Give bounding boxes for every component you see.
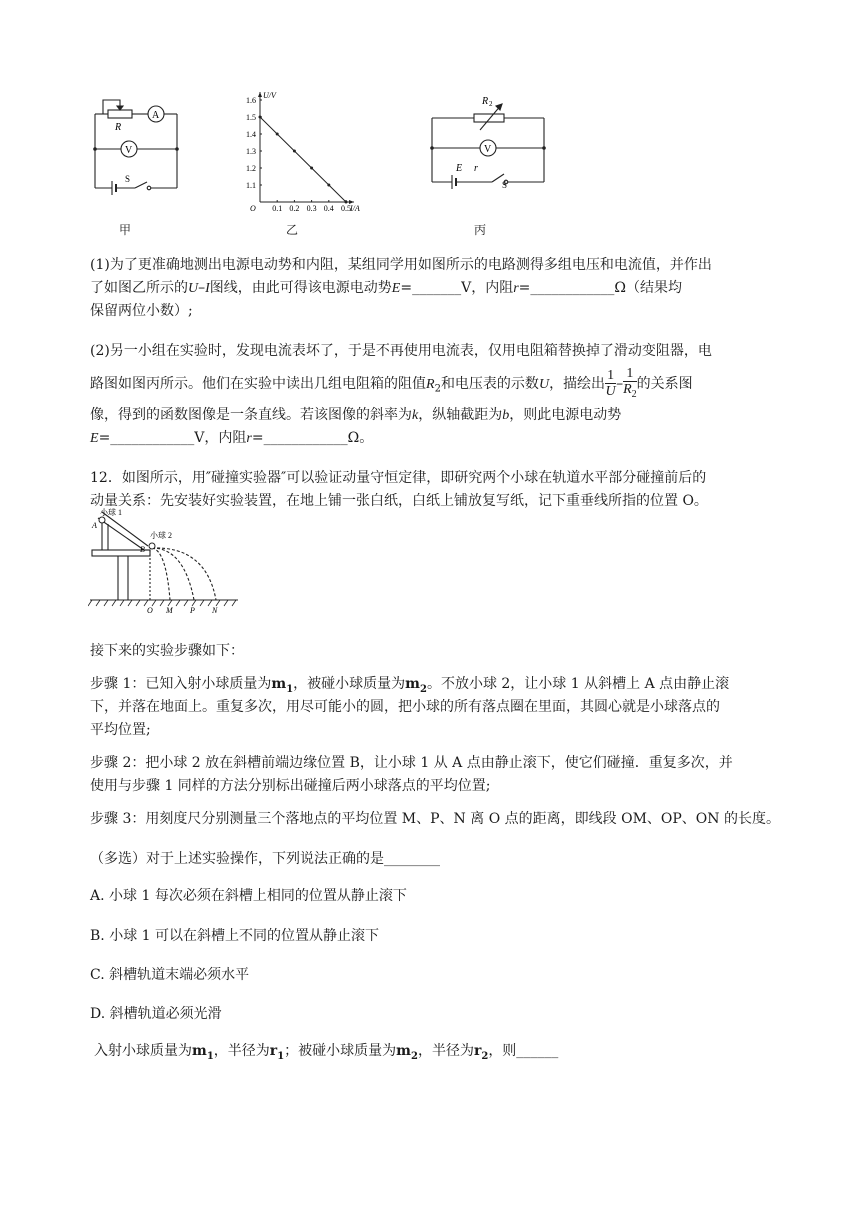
switch-label: S: [125, 174, 131, 184]
x-tick-label-2: 0.3: [306, 204, 317, 213]
q12-line2: 动量关系：先安装好实验装置，在地上铺一张白纸，白纸上铺放复写纸，记下重垂线所指的位置 O。: [90, 493, 708, 509]
label-r: r: [474, 163, 478, 174]
circuit-jia: [85, 88, 195, 203]
label-R: R: [115, 122, 122, 133]
data-point-3: [310, 167, 313, 170]
y-tick-label-4: 1.5: [246, 113, 256, 122]
label-E: E: [456, 163, 463, 174]
switch-label: S: [502, 180, 508, 190]
ammeter-label: A: [152, 110, 160, 121]
q2-line1: (2)另一小组在实验时，发现电流表坏了，于是不再使用电流表，仅用电阻箱替换掉了滑动变阻器，电: [90, 343, 712, 359]
y-axis-arrow: [258, 92, 262, 97]
q2-line4: E=____________V，内阻r=____________Ω。: [90, 430, 374, 446]
q1-line3: 保留两位小数）;: [90, 303, 193, 319]
ball2-label: 小球 2: [150, 531, 172, 540]
x-axis-label: I/A: [350, 204, 360, 213]
step2-line1: 步骤 2：把小球 2 放在斜槽前端边缘位置 B，让小球 1 从 A 点由静止滚下，使它们碰撞．重复多次，并: [90, 755, 733, 771]
q2-line3: 像，得到的函数图像是一条直线。若该图像的斜率为k，纵轴截距为b，则此电源电动势: [90, 407, 622, 423]
data-point-4: [327, 184, 330, 187]
point-B-label: B: [140, 545, 145, 554]
option-A: A. 小球 1 每次必须在斜槽上相同的位置从静止滚下: [90, 888, 407, 904]
point-M-label: M: [166, 606, 173, 615]
step1-line2: 下，并落在地面上。重复多次，用尽可能小的圆，把小球的所有落点圈在里面，其圆心就是小球落点的: [90, 699, 720, 715]
voltmeter-label: V: [484, 144, 492, 155]
q12-line1: 12．如图所示，用″碰撞实验器″可以验证动量守恒定律，即研究两个小球在轨道水平部分碰撞前后的: [90, 470, 707, 486]
point-P-label: P: [190, 606, 195, 615]
step1-line3: 平均位置;: [90, 722, 151, 738]
data-point-1: [276, 133, 279, 136]
steps-intro: 接下来的实验步骤如下：: [90, 643, 244, 659]
x-tick-label-3: 0.4: [323, 204, 334, 213]
data-point-5: [345, 201, 348, 204]
y-tick-label-1: 1.2: [246, 164, 256, 173]
q1-line2: 了如图乙所示的U–I图线，由此可得该电源电动势E=_______V，内阻r=____________Ω（结果均: [90, 280, 682, 296]
step3-line: 步骤 3：用刻度尺分别测量三个落地点的平均位置 M、P、N 离 O 点的距离，即线段 OM、OP、ON 的长度。: [90, 811, 780, 827]
option-C: C. 斜槽轨道末端必须水平: [90, 967, 250, 983]
y-tick-label-0: 1.1: [246, 181, 256, 190]
figure-bing-label: 丙: [474, 223, 487, 237]
series-line: [260, 117, 346, 202]
data-point-2: [293, 150, 296, 153]
origin-label: O: [250, 204, 256, 213]
point-A-label: A: [92, 521, 97, 530]
label-R2: R: [482, 96, 489, 107]
option-D: D. 斜槽轨道必须光滑: [90, 1006, 222, 1022]
x-tick-label-0: 0.1: [272, 204, 283, 213]
final-question: 入射小球质量为$m_1$，半径为$r_1$；被碰小球质量为$m_2$，半径为$r_2$，则______: [94, 1043, 559, 1062]
point-N-label: N: [212, 606, 218, 615]
y-tick-label-5: 1.6: [246, 96, 256, 105]
collision-apparatus: [88, 506, 248, 618]
circuit-bing: [422, 90, 552, 195]
x-tick-label-4: 0.5: [341, 204, 351, 213]
label-R2-sub: 2: [489, 100, 493, 108]
y-axis-label: U/V: [263, 91, 276, 100]
voltmeter-label: V: [125, 145, 133, 156]
x-tick-label-1: 0.2: [289, 204, 300, 213]
step1-line1: 步骤 1：已知入射小球质量为$m_1$，被碰小球质量为$m_2$。不放小球 2，让小球 1 从斜槽上 A 点由静止滚: [90, 676, 730, 695]
fraction-1-over-U: $\frac{1}{U}$: [605, 368, 616, 400]
ui-chart: [236, 84, 376, 214]
y-tick-label-3: 1.4: [246, 130, 256, 139]
step2-line2: 使用与步骤 1 同样的方法分别标出碰撞后两小球落点的平均位置;: [90, 778, 491, 794]
q2-line2: 路图如图丙所示。他们在实验中读出几组电阻箱的阻值$R_2$和电压表的示数U，描绘出 $\frac{1}{U}$ – $\frac{1}{R_2}$ 的关系图: [90, 366, 693, 400]
figure-jia-label: 甲: [119, 223, 132, 237]
y-tick-label-2: 1.3: [246, 147, 256, 156]
data-point-0: [259, 116, 262, 119]
ball1-label: 小球 1: [100, 508, 122, 517]
figure-yi-label: 乙: [286, 223, 299, 237]
multi-choice-prompt: （多选）对于上述实验操作，下列说法正确的是________: [90, 851, 440, 867]
q1-line1: (1)为了更准确地测出电源电动势和内阻，某组同学用如图所示的电路测得多组电压和电流值，并作出: [90, 257, 712, 273]
option-B: B. 小球 1 可以在斜槽上不同的位置从静止滚下: [90, 928, 379, 944]
point-O-label: O: [147, 606, 153, 615]
fraction-1-over-R2: $\frac{1}{R_2}$: [623, 366, 637, 400]
